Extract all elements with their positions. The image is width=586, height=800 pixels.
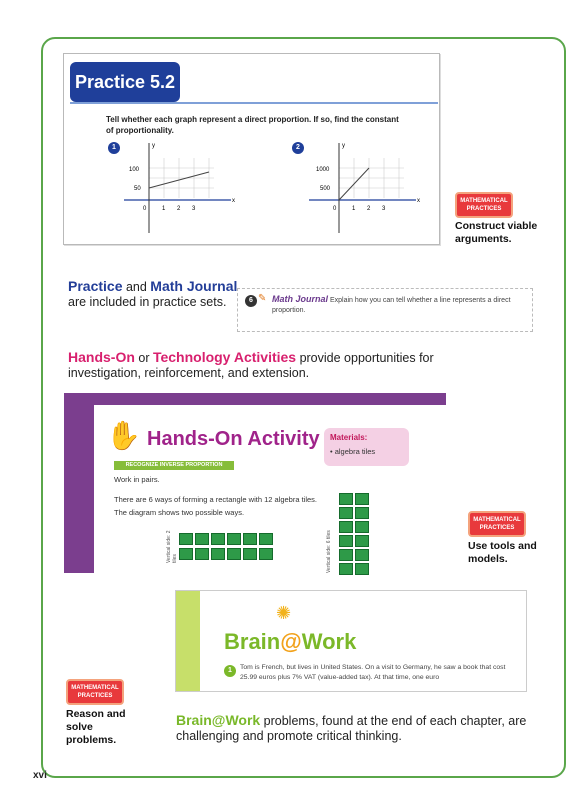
graph-1-xtick: 1 [162, 206, 166, 212]
vertical-side-label-a: Vertical side: 2 tiles [166, 530, 178, 563]
mp-label-reason: Reason and solve problems. [66, 708, 126, 746]
graph-1-origin: 0 [143, 206, 147, 212]
graph-2-x-label: x [417, 198, 420, 204]
materials-item: • algebra tiles [330, 447, 376, 456]
math-journal-card [237, 288, 533, 332]
graph-1-ytick-100: 100 [129, 167, 140, 173]
tile-rectangle-2x6 [179, 533, 279, 567]
hand-icon: ✋ [106, 420, 141, 451]
graph-1-x-label: x [232, 198, 235, 204]
brain-at-work-title: Brain@Work [224, 629, 357, 654]
mathematical-practices-badge: MATHEMATICAL PRACTICES [468, 511, 526, 537]
practice-title: Practice 5.2 [70, 62, 180, 102]
hands-on-title: Hands-On Activity [147, 428, 320, 450]
hands-on-sentence: Hands-On or Technology Activities provide opportunities for investigation, reinforcement, and extension. [68, 349, 434, 380]
materials-title: Materials: [330, 433, 368, 442]
brain-at-work-card [175, 590, 527, 692]
hands-line-3: The diagram shows two possible ways. [114, 508, 245, 517]
math-journal-text: Math Journal Explain how you can tell whether a line represents a direct proportion. [272, 294, 511, 314]
graph-1-xtick: 2 [177, 206, 181, 212]
graph-1-ytick-50: 50 [134, 186, 141, 192]
graph-1-xtick: 3 [192, 206, 196, 212]
mathematical-practices-badge: MATHEMATICAL PRACTICES [455, 192, 513, 218]
pencil-icon: ✎ [258, 293, 267, 304]
graph-2-xtick: 1 [352, 206, 356, 212]
vertical-side-label-b: Vertical side: 6 tiles [326, 530, 332, 573]
hands-line-2: There are 6 ways of forming a rectangle with 12 algebra tiles. [114, 495, 318, 504]
brain-question-text: Tom is French, but lives in United States. On a visit to Germany, he saw a book that cost 25.99 euros plus 7% VAT (value-added tax). At that time, one euro [240, 664, 506, 681]
page-number: xvi [33, 770, 47, 781]
brain-side-bar [176, 591, 200, 691]
practice-instructions: Tell whether each graph represent a direct proportion. If so, find the constant of proportionality. [106, 115, 399, 135]
tile-rectangle-6x2 [339, 493, 379, 573]
journal-question-number: 6 [245, 295, 257, 307]
graph-2-xtick: 2 [367, 206, 371, 212]
mathematical-practices-badge: MATHEMATICAL PRACTICES [66, 679, 124, 705]
hands-on-card [64, 393, 446, 573]
mp-label-tools: Use tools and models. [468, 540, 537, 565]
question-2-number: 2 [292, 142, 304, 154]
mp-label-construct: Construct viable arguments. [455, 220, 538, 245]
question-1-number: 1 [108, 142, 120, 154]
graph-2-origin: 0 [333, 206, 337, 212]
brain-question-number: 1 [224, 665, 236, 677]
activity-badge: RECOGNIZE INVERSE PROPORTION [114, 461, 234, 470]
graph-2-y-label: y [342, 143, 345, 149]
hands-line-1: Work in pairs. [114, 475, 160, 484]
graph-1 [119, 138, 244, 238]
materials-box [324, 428, 409, 466]
graph-2 [304, 138, 429, 238]
brain-sentence: Brain@Work problems, found at the end of each chapter, are challenging and promote critical thinking. [176, 712, 527, 743]
sparkle-icon: ✺ [276, 603, 292, 623]
hands-on-inner [94, 405, 446, 573]
graph-1-y-label: y [152, 143, 155, 149]
practice-sentence: Practice and Math Journal are included in practice sets. [68, 278, 238, 309]
graph-2-ytick-1000: 1000 [316, 167, 330, 173]
practice-card [63, 53, 440, 245]
graph-2-xtick: 3 [382, 206, 386, 212]
graph-2-ytick-500: 500 [320, 186, 331, 192]
